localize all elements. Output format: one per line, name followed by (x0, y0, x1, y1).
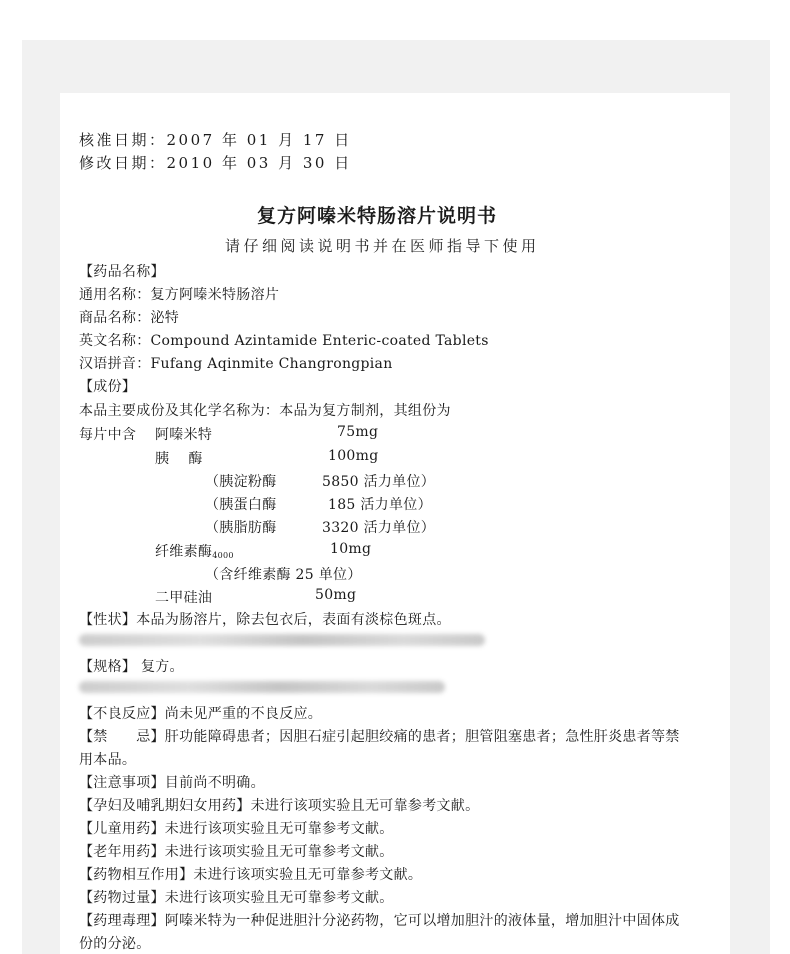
overdose-section: 【药物过量】未进行该项实验且无可靠参考文献。 (79, 890, 394, 906)
composition-heading: 【成份】 (79, 379, 137, 395)
ingredient-amount: 3320 活力单位） (322, 520, 436, 536)
document-subtitle: 请仔细阅读说明书并在医师指导下使用 (225, 237, 540, 255)
trade-name: 商品名称：泌特 (79, 310, 180, 326)
ingredient-amount: 50mg (315, 587, 357, 603)
redacted-line (79, 634, 485, 646)
ingredient-name: 阿嗪米特 (155, 427, 213, 443)
pharmacology-continued: 份的分泌。 (79, 936, 151, 952)
document-title: 复方阿嗪米特肠溶片说明书 (257, 205, 498, 227)
ingredient-amount: 5850 活力单位） (322, 474, 436, 490)
ingredient-amount: 75mg (337, 424, 379, 440)
ingredient-name: （胰淀粉酶 (205, 474, 277, 490)
adverse-reactions-section: 【不良反应】尚未见严重的不良反应。 (79, 706, 323, 722)
drug-name-heading: 【药品名称】 (79, 264, 165, 280)
pharmacology-section: 【药理毒理】阿嗪米特为一种促进胆汁分泌药物，它可以增加胆汁的液体量，增加胆汁中固体成 (79, 913, 680, 929)
precautions-section: 【注意事项】目前尚不明确。 (79, 775, 265, 791)
ingredient-subscript: 4000 (212, 551, 234, 560)
per-tablet-label: 每片中含 (79, 427, 137, 443)
ingredient-name: （胰蛋白酶 (205, 497, 277, 513)
interactions-section: 【药物相互作用】未进行该项实验且无可靠参考文献。 (79, 867, 423, 883)
ingredient-amount: 100mg (328, 448, 379, 464)
ingredient-amount: 10mg (330, 541, 372, 557)
elderly-section: 【老年用药】未进行该项实验且无可靠参考文献。 (79, 844, 394, 860)
ingredient-name: （胰脂肪酶 (205, 520, 277, 536)
children-section: 【儿童用药】未进行该项实验且无可靠参考文献。 (79, 821, 394, 837)
approval-date: 核准日期：2007 年 01 月 17 日 (79, 131, 352, 149)
pregnancy-section: 【孕妇及哺乳期妇女用药】未进行该项实验且无可靠参考文献。 (79, 798, 480, 814)
redacted-line (79, 681, 445, 693)
ingredient-name: 纤维素酶$_{4000}$ (155, 544, 234, 560)
spec-section: 【规格】 复方。 (79, 659, 184, 675)
ingredient-name: 胰 酶 (155, 451, 203, 467)
composition-intro: 本品主要成份及其化学名称为：本品为复方制剂，其组份为 (79, 403, 451, 419)
revision-date: 修改日期：2010 年 03 月 30 日 (79, 154, 352, 172)
english-name: 英文名称：Compound Azintamide Enteric-coated Tablets (79, 333, 489, 349)
contraindications-section: 【禁 忌】肝功能障碍患者；因胆石症引起胆绞痛的患者；胆管阻塞患者；急性肝炎患者等禁 (79, 729, 680, 745)
pinyin-name: 汉语拼音：Fufang Aqinmite Changrongpian (79, 356, 393, 372)
ingredient-amount: 185 活力单位） (328, 497, 432, 513)
ingredient-name: 二甲硅油 (155, 590, 213, 606)
generic-name: 通用名称：复方阿嗪米特肠溶片 (79, 287, 280, 303)
contraindications-continued: 用本品。 (79, 752, 137, 768)
appearance-section: 【性状】本品为肠溶片，除去包衣后，表面有淡棕色斑点。 (79, 612, 451, 628)
ingredient-note: （含纤维素酶 25 单位） (205, 567, 362, 583)
